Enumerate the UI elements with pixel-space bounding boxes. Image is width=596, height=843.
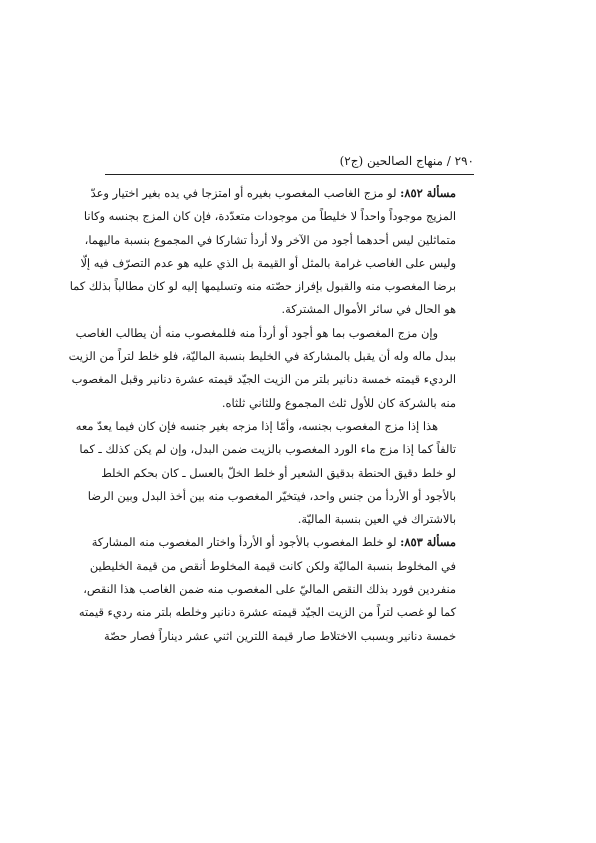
text-line: خمسة دنانير وبسبب الاختلاط صار قيمة اللترين اثني عشر ديناراً فصار حصّة — [104, 628, 456, 643]
text-line: تالفاً كما إذا مزج ماء الورد المغصوب بالزيت ضمن البدل، وإن لم يكن كذلك ـ كما — [79, 442, 456, 457]
text-line: منه بالشركة كان للأول ثلث المجموع وللثاني ثلثاه. — [221, 395, 456, 410]
text-line: متماثلين ليس أحدهما أجود من الآخر ولا أردأ تشاركا في المجموع بنسبة ماليهما، — [84, 232, 456, 247]
text-line: وإن مزج المغصوب بما هو أجود أو أردأ منه فللمغصوب منه أن يطالب الغاصب — [75, 325, 438, 340]
running-header — [105, 152, 474, 175]
text-line: في المخلوط بنسبة الماليّة ولكن كانت قيمة المخلوط أنقص من قيمة الخليطين — [89, 558, 456, 573]
text-line: منفردين فورد بذلك النقص الماليّ على المغصوب منه ضمن الغاصب هذا النقص، — [83, 582, 456, 597]
paragraph-issue-853 — [78, 531, 476, 647]
text-line: ببدل ماله وله أن يقبل بالمشاركة في الخليط بنسبة الماليّة، فلو خلط لتراً من الزيت — [68, 349, 456, 364]
text-line — [90, 182, 476, 205]
text-line: كما لو غصب لتراً من الزيت الجيّد قيمته عشرة دنانير وخلطه بلتر منه رديء قيمته — [78, 605, 456, 620]
text-line: هذا إذا مزج المغصوب بجنسه، وأمّا إذا مزجه بغير جنسه فإن كان فيما يعدّ معه — [75, 418, 438, 433]
text-line: بالأجود أو الأردأ من جنس واحد، فيتخيّر المغصوب منه بين أخذ البدل وبين الرضا — [87, 488, 456, 503]
paragraph-mixing-better-worse — [68, 322, 476, 415]
text-line: برضا المغصوب منه والقبول بإفراز حصّته منه وتسليمها إليه لو كان مطالباً بذلك كما — [69, 279, 456, 294]
text-line: وليس على الغاصب غرامة بالمثل أو القيمة بل الذي عليه هو عدم التصرّف فيه إلّا — [80, 255, 456, 270]
page-body — [68, 182, 476, 648]
paragraph-mixing-different-kind — [75, 415, 476, 531]
text-line — [91, 531, 476, 554]
issue-title: مسألة ٨٥٣: — [400, 535, 456, 550]
line-text: لو مزج الغاصب المغصوب بغيره أو امتزجا في يده بغير اختيار وعدّ — [90, 186, 397, 200]
text-line: المزيج موجوداً واحداً لا خليطاً من موجودات متعدّدة، فإن كان المزج بجنسه وكانا — [83, 209, 456, 224]
text-line: بالاشتراك في العين بنسبة الماليّة. — [297, 512, 456, 527]
issue-title: مسألة ٨٥٢: — [400, 186, 456, 200]
text-line: هو الحال في سائر الأموال المشتركة. — [281, 302, 456, 317]
header-text: ٢٩٠ / منهاج الصالحين (ج٢) — [339, 154, 474, 168]
text-line: لو خلط دقيق الحنطة بدقيق الشعير أو خلط الخلّ بالعسل ـ كان بحكم الخلط — [101, 465, 456, 480]
line-text: لو خلط المغصوب بالأجود أو الأردأ واختار المغصوب منه المشاركة — [91, 535, 397, 550]
text-line: الرديء قيمته خمسة دنانير بلتر من الزيت الجيّد قيمته عشرة دنانير وقبل المغصوب — [71, 372, 456, 387]
paragraph-issue-852 — [69, 182, 476, 322]
